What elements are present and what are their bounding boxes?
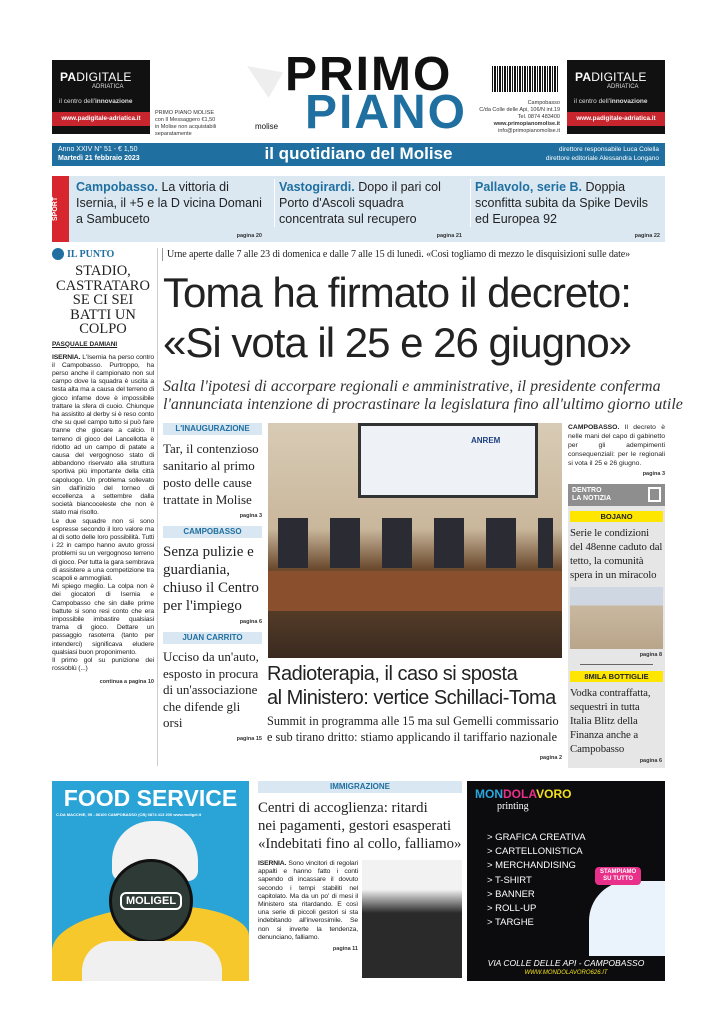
sport-item[interactable]: Vastogirardi. Dopo il pari col Porto d'Ascoli squadra concentrata sul recupero bbox=[274, 179, 464, 227]
screen-banner: ANREM bbox=[471, 436, 501, 445]
sport-item[interactable]: Pallavolo, serie B. Doppia sconfitta subita da Spike Devils ed Europea 92 bbox=[470, 179, 662, 227]
brief-title[interactable]: Vodka contraffatta, sequestri in tutta Italia Blitz della Finanza anche a Campobasso bbox=[570, 687, 651, 755]
ad-address: C.DA MACCHIE, 95 - 86100 CAMPOBASSO (CB) 0874 413 200 www.moligel.it bbox=[56, 812, 202, 817]
page-ref: pagina 22 bbox=[634, 233, 660, 239]
sport-strip bbox=[52, 176, 665, 242]
immigrazione-article bbox=[258, 781, 462, 978]
article-body: Le due squadre non si sono espresse secondo il loro valore ma al di sotto delle loro possibilità. Tutti i 22 in campo hanno avuto grossi problemi su un vergognoso terreno di gioco. Per tutta la gara sembrava di assistere a una competizione tra scapoli e ammogliati. bbox=[52, 517, 154, 582]
brief-kicker: CAMPOBASSO bbox=[163, 526, 262, 538]
brief-title[interactable]: Ucciso da un'auto, esposto in procura di un'associazione che difende gli orsi bbox=[163, 649, 259, 730]
ad-services: > GRAFICA CREATIVA > CARTELLONISTICA > MERCHANDISING > T-SHIRT > BANNER > ROLL-UP > TARGHE bbox=[487, 832, 586, 929]
radioterapia-summary: Summit in programma alle 15 ma sul Gemelli commissario e sub tirano dritto: stiamo applicando il tariffario nazionale bbox=[267, 714, 559, 744]
motto: il quotidiano del Molise bbox=[264, 144, 453, 163]
article-body: ISERNIA. Sono vincitori di regolari appalti e hanno fatto i conti sapendo di incassare il dovuto secondo i tempi stabiliti nel capitolato. Ma da un po' di mesi il Ministero sta ritardando. E così una serie di piccoli gestori si sta indebitando all'inverosimile. Se non si inverte la tendenza, denunciano, falliamo. bbox=[258, 860, 358, 941]
page-ref: pagina 2 bbox=[539, 755, 562, 761]
panel-people bbox=[278, 518, 553, 568]
ad-badge: STAMPIAMO SU TUTTO bbox=[595, 867, 641, 885]
brief-kicker: IMMIGRAZIONE bbox=[258, 781, 462, 793]
paper-plane-icon bbox=[247, 66, 283, 98]
page-ref: pagina 6 bbox=[239, 619, 262, 625]
logo-p-icon bbox=[648, 487, 661, 502]
ad-brand: PA bbox=[60, 70, 77, 84]
brief-kicker: 8MILA BOTTIGLIE bbox=[570, 671, 663, 682]
article-body: Mi spiego meglio. La colpa non è dei giocatori di Isernia e Campobasso che sin dalle prime battute si sono resi conto che era impossibile imbastire qualsiasi trama di gioco. Dettare un passaggio rasoterra (tanto per intenderci) significava eludere qualsiasi buon proponimento. bbox=[52, 583, 154, 656]
brief-kicker: JUAN CARRITO bbox=[163, 632, 262, 644]
ad-tagline: il centro dell' bbox=[574, 98, 610, 105]
globe-icon bbox=[52, 248, 64, 260]
conference-photo bbox=[268, 423, 562, 658]
ad-address: VIA COLLE DELLE API - CAMPOBASSO bbox=[487, 958, 645, 968]
ad-mondolavoro[interactable] bbox=[467, 781, 665, 981]
article-body: Il primo gol su punizione dei rossoblù (...) bbox=[52, 657, 154, 673]
ad-moligel[interactable] bbox=[52, 781, 249, 981]
issue-info: Anno XXIV N° 51 - € 1,50 Martedì 21 febbraio 2023 bbox=[58, 146, 140, 162]
directors: direttore responsabile Luca Colella direttore editoriale Alessandra Longano bbox=[545, 146, 659, 162]
divider bbox=[580, 664, 653, 665]
dentro-la-notizia-box bbox=[568, 484, 665, 768]
building-photo bbox=[570, 587, 663, 649]
brief-kicker: L'INAUGURAZIONE bbox=[163, 423, 262, 435]
masthead-logo: PRIMO PIANO molise bbox=[245, 58, 465, 138]
continue-link[interactable]: continua a pagina 10 bbox=[99, 679, 154, 686]
il-punto-label: IL PUNTO bbox=[67, 248, 115, 260]
brief-title[interactable]: Senza pulizie e guardiania, chiuso il Centro per l'impiego bbox=[163, 544, 259, 614]
masthead-bar bbox=[52, 143, 665, 166]
price-note: PRIMO PIANO MOLISE con Il Messaggero €1,50 in Molise non acquistabili separatamente bbox=[155, 110, 217, 137]
main-summary-block bbox=[568, 423, 665, 478]
page-ref: pagina 21 bbox=[436, 233, 462, 239]
conference-table bbox=[268, 571, 562, 611]
ad-tagline: innovazione bbox=[94, 98, 133, 105]
page-ref: pagina 8 bbox=[639, 652, 662, 658]
page-ref: pagina 15 bbox=[236, 735, 262, 742]
ad-tagline: il centro dell' bbox=[59, 98, 95, 105]
ad-sub: printing bbox=[497, 801, 529, 812]
projection-screen bbox=[358, 423, 538, 498]
page-ref: pagina 11 bbox=[332, 946, 358, 953]
main-kicker: Urne aperte dalle 7 alle 23 di domenica e dalle 7 alle 15 di lunedì. «Così togliamo di mezzo le disquisizioni sulle date» bbox=[162, 248, 667, 261]
left-briefs bbox=[163, 423, 262, 743]
page-ref: pagina 6 bbox=[639, 758, 662, 764]
ad-url[interactable]: WWW.MONDOLAVORO626.IT bbox=[524, 970, 608, 976]
radioterapia-headline[interactable]: Radioterapia, il caso si sposta al Ministero: vertice Schillaci-Toma bbox=[267, 663, 556, 709]
ad-sub: ADRIATICA bbox=[607, 84, 639, 90]
ad-url[interactable]: www.padigitale-adriatica.it bbox=[567, 112, 665, 126]
ad-title: FOOD SERVICE bbox=[63, 785, 238, 811]
ad-brand: DIGITALE bbox=[591, 70, 647, 84]
main-subhead: Salta l'ipotesi di accorpare regionali e amministrative, il presidente conferma l'annunciata intenzione di procrastinare la legislatura fino all'ultimo giorno utile bbox=[163, 378, 683, 413]
address: Campobasso C/da Colle delle Api, 106/N int.19 Tel. 0874 483400 www.primopianomolise.it info@primopianomolise.it bbox=[479, 100, 560, 134]
main-headline[interactable]: Toma ha firmato il decreto: «Si vota il 25 e 26 giugno» bbox=[163, 269, 632, 366]
ad-padigitale-right[interactable] bbox=[567, 60, 665, 134]
ad-brand: PA bbox=[575, 70, 592, 84]
page-ref: pagina 3 bbox=[642, 471, 665, 477]
dentro-header: DENTRO LA NOTIZIA bbox=[568, 484, 665, 506]
ad-brand: DIGITALE bbox=[76, 70, 132, 84]
brief-title[interactable]: Tar, il contenzioso sanitario al primo posto delle cause trattate in Molise bbox=[163, 441, 259, 507]
page-ref: pagina 3 bbox=[239, 513, 262, 519]
ad-tagline: innovazione bbox=[609, 98, 648, 105]
column-divider bbox=[157, 248, 158, 766]
ad-sub: ADRIATICA bbox=[92, 84, 124, 90]
ad-brand: MOLIGEL bbox=[120, 892, 182, 910]
sport-tab: SPORT bbox=[52, 176, 69, 242]
ad-padigitale-left[interactable] bbox=[52, 60, 150, 134]
main-summary: CAMPOBASSO. Il decreto è nelle mani del capo di gabinetto per gli adempimenti consequenziali: per le regionali si vota il 25 e 26 giugno. bbox=[568, 424, 665, 467]
ad-url[interactable]: www.padigitale-adriatica.it bbox=[52, 112, 150, 126]
immigrazione-headline[interactable]: Centri di accoglienza: ritardi nei pagamenti, gestori esasperati «Indebitati fino al collo, falliamo» bbox=[258, 800, 462, 852]
ad-brand: MONDOLAVORO bbox=[475, 787, 572, 801]
brief-title[interactable]: Serie le condizioni del 48enne caduto dal tetto, la comunità spera in un miracolo bbox=[570, 527, 663, 581]
barcode bbox=[492, 66, 558, 92]
printer-illustration bbox=[589, 881, 665, 956]
article-body: ISERNIA. L'Isernia ha perso contro il Campobasso. Purtroppo, ha perso anche il campionato non sul campo dove la squadra è uscita a testa alta ma a causa del terreno di gioco infame dove è impossibile trattare la sfera di cuoio. Chiunque ha assistito al derby si è reso conto che su quel campo tutto si può fare tranne che giocare a calcio. Il terreno di gioco del Lancellotta è ridotto ad un campo di patate a causa del vergognoso stato di abbandono riservato alla struttura sportiva più importante della città capoluogo. Un problema sollevato sin dall'inizio del torneo di eccellenza a settembre dalla società biancoceleste che non è stato mai risolto. bbox=[52, 353, 154, 517]
brief-kicker: BOJANO bbox=[570, 511, 663, 522]
page-ref: pagina 20 bbox=[236, 233, 262, 239]
il-punto-column bbox=[52, 248, 154, 686]
frying-pan bbox=[109, 859, 193, 943]
il-punto-title: STADIO, CASTRATARO SE CI SEI BATTI UN COLPO bbox=[56, 263, 150, 337]
sport-item[interactable]: Campobasso. La vittoria di Isernia, il +5 e la D vicina Domani a Sambuceto bbox=[76, 180, 262, 226]
author: PASQUALE DAMIANI bbox=[52, 340, 118, 348]
classroom-photo bbox=[362, 860, 462, 978]
